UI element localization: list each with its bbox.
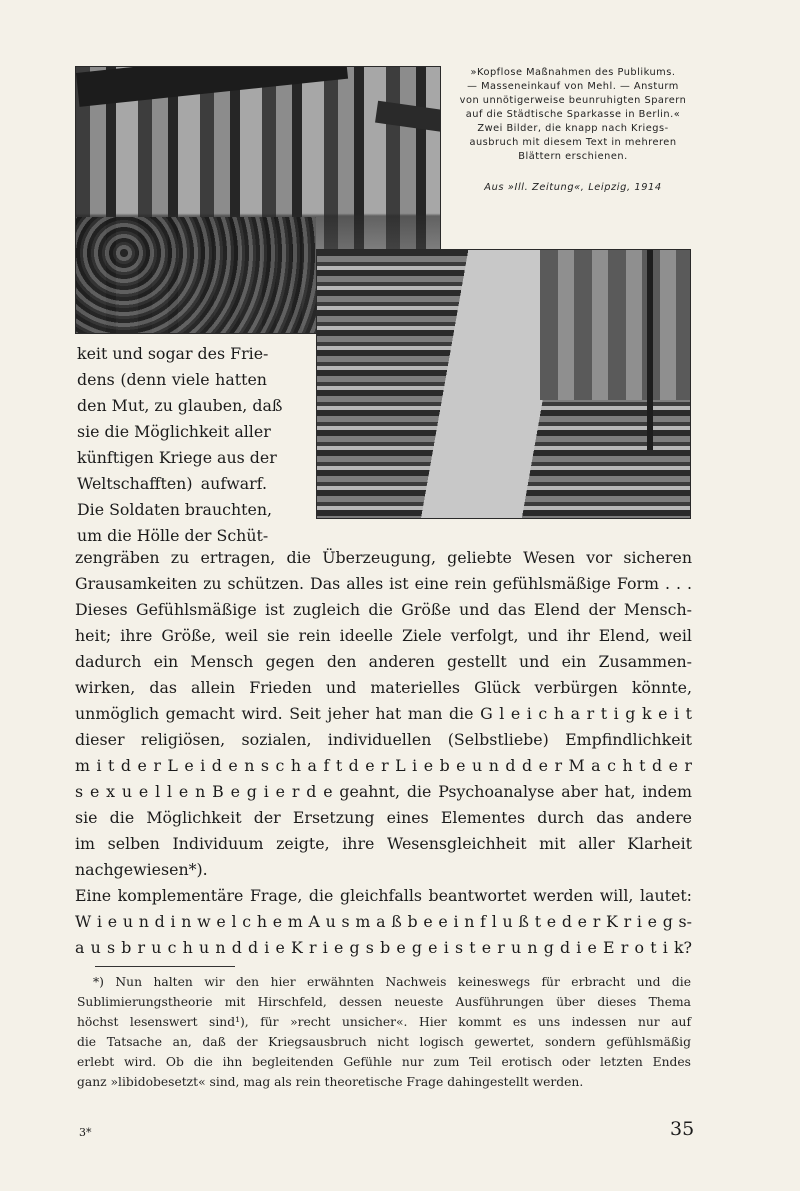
footnote-line: die Tatsache an, daß der Kriegsausbruch nicht logisch gewertet, sondern gefühlsmäßig [77,1035,691,1049]
text-line: s e x u e l l e n B e g i e r d e geahnt, die Psychoanalyse aber hat, indem [75,782,692,801]
text-line: den Mut, zu glauben, daß [77,396,283,415]
text-line: im selben Individuum zeigte, ihre Wesensgleichheit mit aller Klarheit [75,834,692,853]
text-line: sie die Möglichkeit der Ersetzung eines Elementes durch das andere [75,808,692,827]
text-line: m i t d e r L e i d e n s c h a f t d e r L i e b e u n d d e r M a c h t d e r [75,756,692,775]
text-line: wirken, das allein Frieden und materielles Glück verbürgen könnte, [75,678,692,697]
page-number: 35 [670,1118,695,1140]
text-line: Die Soldaten brauchten, [77,500,273,519]
text-line: dieser religiösen, sozialen, individuellen (Selbstliebe) Empfindlichkeit [75,730,692,749]
footnote-line: *) Nun halten wir den hier erwähnten Nachweis keineswegs für erbracht und die [93,975,691,989]
text-line: um die Hölle der Schüt- [77,526,269,545]
text-line: sie die Möglichkeit aller [77,422,271,441]
text-line: keit und sogar des Frie- [77,344,269,363]
footnote-line: höchst lesenswert sind¹), für »recht unsicher«. Hier kommt es uns indessen nur auf [77,1015,691,1029]
crowd [76,217,316,334]
text-line: zengräben zu ertragen, die Überzeugung, geliebte Wesen vor sicheren [75,548,692,567]
photo-savings-bank-queue [316,249,691,519]
text-line: nachgewiesen*). [75,860,208,879]
photo-caption: »Kopflose Maßnahmen des Publikums. — Masseneinkauf von Mehl. — Ansturm von unnötigerweise beunruhigten Sparern auf die Städtische Sparkasse in Berlin.« Zwei Bilder, die knapp nach Kriegs- ausbruch mit diesem Text in mehreren Blättern erschienen. [459,67,687,162]
footnote-line: Sublimierungstheorie mit Hirschfeld, dessen neueste Ausführungen über dieses Thema [77,995,691,1009]
text-line: unmöglich gemacht wird. Seit jeher hat man die G l e i c h a r t i g k e i t [75,704,692,723]
footnote-rule [95,966,235,967]
text-line: Weltschafften) aufwarf. [77,474,267,493]
text-line: dens (denn viele hatten [77,370,267,389]
street-lamp [647,250,653,450]
shop-sign-secondary [375,101,441,139]
text-line: a u s b r u c h u n d d i e K r i e g s b e g e i s t e r u n g d i e E r o t i k? [75,938,692,957]
caption-source: Aus »Ill. Zeitung«, Leipzig, 1914 [484,182,662,193]
footnote-line: erlebt wird. Ob die ihn begleitenden Gefühle nur zum Teil erotisch oder letzten Endes [77,1055,691,1069]
text-line: Eine komplementäre Frage, die gleichfalls beantwortet werden will, lautet: [75,886,692,905]
text-line: künftigen Kriege aus der [77,448,277,467]
printer-signature: 3* [79,1126,92,1139]
text-line: W i e u n d i n w e l c h e m A u s m a ß b e e i n f l u ß t e d e r K r i e g s- [75,912,692,931]
text-line: Grausamkeiten zu schützen. Das alles ist eine rein gefühlsmäßige Form . . . [75,574,692,593]
text-line: Dieses Gefühlsmäßige ist zugleich die Größe und das Elend der Mensch- [75,600,692,619]
footnote-line: ganz »libidobesetzt« sind, mag als rein theoretische Frage dahingestellt werden. [77,1075,584,1089]
text-line: dadurch ein Mensch gegen den anderen gestellt und ein Zusammen- [75,652,692,671]
shop-sign [76,66,348,107]
text-line: heit; ihre Größe, weil sie rein ideelle Ziele verfolgt, und ihr Elend, weil [75,626,692,645]
building [540,250,690,400]
